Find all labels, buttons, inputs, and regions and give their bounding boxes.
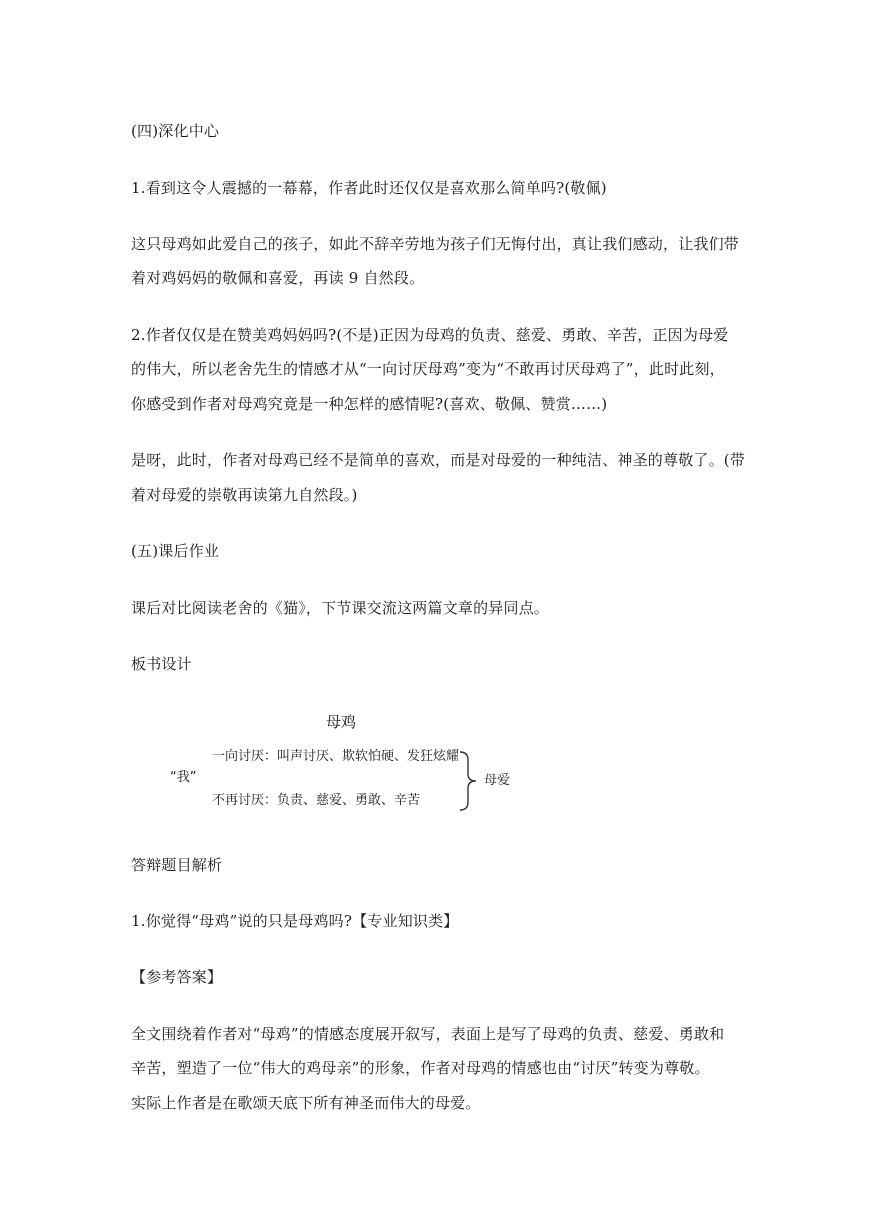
section-heading-answers: 答辩题目解析	[131, 856, 223, 874]
board-row-dislike: 一向讨厌：叫声讨厌、欺软怕硬、发狂炫耀	[212, 749, 460, 764]
paragraph-2-line-2: 着对母爱的崇敬再读第九自然段。)	[131, 486, 358, 504]
section-heading-board-design: 板书设计	[131, 655, 192, 673]
paragraph-1-line-1: 这只母鸡如此爱自己的孩子，如此不辞辛劳地为孩子们无悔付出，真让我们感动，让我们带	[131, 235, 740, 253]
section-heading-deepen: (四)深化中心	[131, 122, 220, 140]
homework-text: 课后对比阅读老舍的《猫》，下节课交流这两篇文章的异同点。	[131, 599, 550, 617]
right-brace-icon	[456, 750, 480, 812]
answer-question-1: 1.你觉得“母鸡”说的只是母鸡吗?【专业知识类】	[131, 912, 459, 930]
board-row-no-longer-dislike: 不再讨厌：负责、慈爱、勇敢、辛苦	[212, 793, 421, 808]
paragraph-1-line-2: 着对鸡妈妈的敬佩和喜爱，再读 9 自然段。	[131, 269, 425, 287]
question-2-line-2: 的伟大，所以老舍先生的情感才从“一向讨厌母鸡”变为“不敢再讨厌母鸡了”，此时此刻，	[131, 360, 725, 378]
section-heading-homework: (五)课后作业	[131, 542, 220, 560]
reference-answer-line-2: 辛苦，塑造了一位“伟大的鸡母亲”的形象，作者对母鸡的情感也由“讨厌”转变为尊敬。	[131, 1059, 710, 1077]
board-conclusion: 母爱	[484, 773, 511, 788]
board-me-label: “我”	[170, 770, 197, 785]
paragraph-2-line-1: 是呀，此时，作者对母鸡已经不是简单的喜欢，而是对母爱的一种纯洁、神圣的尊敬了。(带	[131, 451, 746, 469]
question-2-line-1: 2.作者仅仅是在赞美鸡妈妈吗?(不是)正因为母鸡的负责、慈爱、勇敢、辛苦，正因为母爱	[131, 326, 729, 344]
reference-answer-line-3: 实际上作者是在歌颂天底下所有神圣而伟大的母爱。	[131, 1094, 481, 1112]
reference-answer-heading: 【参考答案】	[131, 968, 223, 986]
reference-answer-line-1: 全文围绕着作者对“母鸡”的情感态度展开叙写，表面上是写了母鸡的负责、慈爱、勇敢和	[131, 1025, 725, 1043]
question-2-line-3: 你感受到作者对母鸡究竟是一种怎样的感情呢?(喜欢、敬佩、赞赏……)	[131, 395, 608, 413]
board-design-diagram	[160, 712, 520, 822]
board-title: 母鸡	[326, 713, 357, 731]
question-1: 1.看到这令人震撼的一幕幕，作者此时还仅仅是喜欢那么简单吗?(敬佩)	[131, 179, 607, 197]
